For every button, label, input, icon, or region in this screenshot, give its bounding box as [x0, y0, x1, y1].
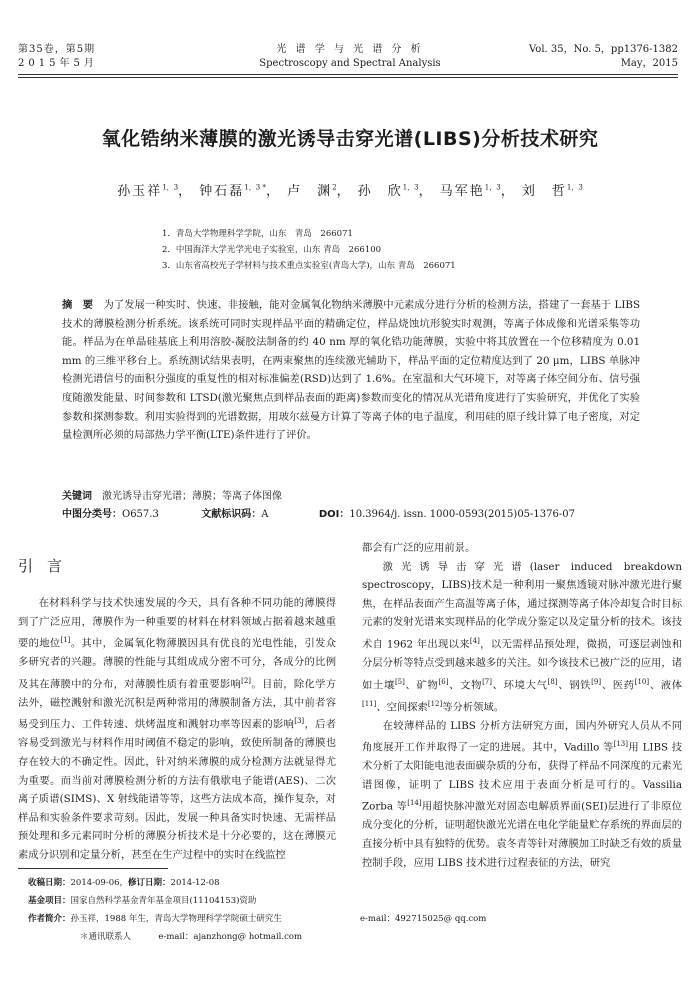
paragraph-text: 。其中，金属氧化物薄膜因具有优良的光电性能，引发众多研究者的兴趣。薄膜的性能与其组成成分密不可分，各成分的比例及其在薄膜中的分布，对薄膜性质有着重要影响 — [18, 637, 337, 691]
doc-code-value: A — [261, 509, 269, 520]
author-affiliation-mark: 2 — [332, 183, 337, 192]
paragraph-text: 、空间探索 — [376, 701, 428, 714]
header-volume-en: Vol. 35，No. 5，pp1376-1382 — [529, 44, 678, 55]
paragraph-text: 、矿物 — [404, 679, 439, 691]
author-name: 钟石磊 — [199, 184, 245, 199]
author-list: 孙玉祥$^{1,3}$， 钟石磊$^{1,3 *}$， 卢 渊$^2$， 孙 欣$^{1,3}$， 马军艳$^{1,3}$， 刘 哲$^{1,3}$ — [117, 183, 583, 199]
received-label: 收稿日期： — [28, 878, 71, 888]
affiliation-1: 1．青岛大学物理科学学院，山东 青岛 266071 — [162, 229, 353, 239]
paragraph-text: 激光诱导击穿光谱(laser induced breakdown spectroscopy，LIBS)技术是一种利用一聚焦透镜对脉冲激光进行聚焦，在样品表面产生高温等离子体，通过探测等离子体冷却复合时目标元素的发射光谱来实现样品的化学成分鉴定以及定量分析的技术。该技术自 1962 年出现以来 — [362, 560, 682, 651]
bio-email: e-mail：492715025@ qq.com — [360, 914, 487, 924]
classification-line — [62, 505, 575, 520]
paragraph-text: 、文物 — [448, 679, 483, 691]
clc-value: O657.3 — [122, 509, 159, 520]
author-name: 刘 哲 — [521, 184, 567, 199]
correspondence-label: ＊通讯联系人 — [80, 932, 132, 942]
fund-label: 基金项目： — [28, 896, 71, 906]
bio-text: 孙玉祥，1988 年生，青岛大学物理科学学院硕士研究生 — [70, 914, 282, 924]
paragraph-text: 、钢铁 — [557, 679, 592, 691]
paragraph-text: 用 LIBS 技术分析了太阳能电池表面碳杂质的分布，获得了样品不同深度的元素光谱图像，证明了 LIBS 技术应用于表面分析是可行的。Vassilia Zorba 等 — [362, 741, 683, 813]
header-date-cn: 2015年5月 — [18, 58, 98, 69]
paragraph-text: ，后者容易受到激光与材料作用时阈值不稳定的影响，致使所制备的薄膜也存在较大的不确定性。因此，针对纳米薄膜的成分检测方法就显得尤为重要。而当前对薄膜检测分析的方法有俄歇电子能谱(AES)、二次离子质谱(SIMS)、X 射线能谱等等，这些方法成本高，操作复杂，对样品和实验条件要求苛刻。因此，发展一种具备实时快速、无需样品预处理和多元素同时分析的薄膜分析技术是十分必要的，这在薄膜元素成分识别和定量分析，甚至在生产过程中的实时在线监控 — [18, 718, 337, 861]
citation: [12] — [427, 699, 443, 708]
citation: [8] — [547, 677, 558, 686]
doc-code-label: 文献标识码： — [201, 509, 262, 520]
citation: [14] — [407, 799, 422, 808]
footnote-fund — [28, 892, 688, 910]
paragraph-text: 、医药 — [601, 679, 635, 691]
header-rule-top — [18, 74, 678, 75]
bio-label: 作者简介： — [28, 914, 71, 924]
abstract — [62, 296, 640, 445]
author-name: 孙 欣 — [357, 184, 403, 199]
author-name: 马军艳 — [439, 184, 485, 199]
paragraph: 都会有广泛的应用前景。 — [362, 542, 476, 554]
paper-title: 氧化锆纳米薄膜的激光诱导击穿光谱(LIBS)分析技术研究 — [101, 128, 599, 150]
paragraph — [362, 558, 682, 717]
paragraph-text: 在较薄样品的 LIBS 分析方法研究方面，国内外研究人员从不同角度展开工作并取得了一定的进展。其中，Vadillo 等 — [362, 719, 682, 754]
citation: [7] — [482, 677, 492, 686]
clc-label: 中图分类号： — [62, 509, 122, 520]
author-name: 卢 渊 — [287, 184, 333, 199]
affiliation-3: 3．山东省高校光子学材料与技术重点实验室(青岛大学)，山东 青岛 266071 — [162, 261, 456, 271]
header-volume-cn: 第35卷，第5期 — [18, 44, 96, 55]
citation: [1] — [60, 636, 71, 645]
citation: [11] — [362, 699, 377, 708]
footnote — [28, 874, 688, 946]
revised-date: 2014-12-08 — [170, 878, 220, 888]
keywords — [62, 487, 282, 502]
header-date-en: May，2015 — [620, 58, 678, 69]
paragraph-text: ，以无需样品预处理，微损，可逐层剥蚀和分层分析等特点受到越来越多的关注。如今该技术已被广泛的应用，诸如土壤 — [362, 638, 682, 691]
paragraph — [362, 717, 682, 873]
doi-value: 10.3964/j. issn. 1000-0593(2015)05-1376-07 — [349, 509, 575, 520]
paragraph-text: 、环境大气 — [492, 679, 548, 691]
footnote-bio — [28, 910, 688, 928]
keywords-text: 激光诱导击穿光谱；薄膜；等离子体图像 — [102, 491, 282, 502]
paragraph-text: 、液体 — [649, 679, 683, 691]
correspondence-email: e-mail：ajanzhong@ hotmail.com — [158, 932, 303, 942]
paragraph-text: 在材料科学与技术快速发展的今天，具有各种不同功能的薄膜得到了广泛应用，薄膜作为一种重要的材料在材料领域占据着越来越重要的地位 — [18, 597, 336, 650]
section-title: 引言 — [18, 557, 77, 575]
header-journal-cn: 光 谱 学 与 光 谱 分 析 — [276, 44, 424, 55]
abstract-text: 为了发展一种实时、快速、非接触，能对金属氧化物纳米薄膜中元素成分进行分析的检测方法，搭建了一套基于 LIBS 技术的薄膜检测分析系统。该系统可同时实现样品平面的精确定位，样品烧蚀坑形貌实时观测，等离子体成像和光谱采集等功能。样品为在单晶硅基底上利用溶胶-凝胶法制备的约 40 nm 厚的氧化锆功能薄膜，实验中将其放置在一个位移精度为 0.01 mm 的三维平移台上。系统测试结果表明，在两束聚焦的连续激光辅助下，样品平面的定位精度达到了 20 μm，LIBS 单脉冲检测光谱信号的面积分强度的重复性的相对标准偏差(RSD)达到了 1.6%。在室温和大气环境下，对等离子体空间分布、信号强度随激发能量、时间参数和 LTSD(激光聚焦点到样品表面的距离)参数而变化的情况从光谱角度进行了实验研究，并优化了实验参数和探测参数。利用实验得到的光谱数据，用玻尔兹曼方计算了等离子体的电子温度，利用硅的原子线计算了电子密度，对定量检测所必须的局部热力学平衡(LTE)条件进行了评价。 — [62, 299, 641, 442]
citation: [9] — [591, 677, 602, 686]
citation: [5] — [394, 677, 405, 686]
fund-text: 国家自然科学基金青年基金项目(11104153)资助 — [70, 896, 257, 906]
citation: [6] — [438, 677, 449, 686]
header-rule-bottom — [18, 77, 678, 78]
paragraph-text: 用超快脉冲激光对固态电解质界面(SEI)层进行了非原位成分变化的分析，证明超快激光光谱在电化学能量贮存系统的界面层的直接分析中具有独特的优势。袁冬青等针对薄膜加工时缺乏有效的质量控制手段，应用 LIBS 技术进行过程表征的方法，研究 — [362, 800, 683, 869]
author-affiliation-mark: 1，3 — [162, 183, 179, 192]
footnote-correspondence — [28, 928, 688, 946]
footnote-dates — [28, 874, 688, 892]
received-date: 2014-09-06， — [70, 878, 129, 888]
citation: [3] — [294, 717, 305, 726]
citation: [10] — [634, 677, 650, 686]
keywords-label: 关键词 — [62, 491, 92, 502]
abstract-label: 摘 要 — [62, 299, 94, 311]
affiliation-2: 2．中国海洋大学光学光电子实验室，山东 青岛 266100 — [162, 245, 382, 255]
author-affiliation-mark: 1，3 — [566, 183, 583, 192]
author-affiliation-mark: 1，3 — [402, 183, 419, 192]
citation: [13] — [613, 740, 628, 749]
author-affiliation-mark: 1，3 — [484, 183, 501, 192]
revised-label: 修订日期： — [128, 878, 171, 888]
citation: [4] — [469, 636, 480, 645]
citation: [2] — [241, 676, 252, 685]
paragraph-text: 等分析领域。 — [442, 701, 505, 714]
intro-left-column — [18, 594, 336, 865]
header-journal-en: Spectroscopy and Spectral Analysis — [259, 58, 441, 69]
author-affiliation-mark: 1，3 * — [244, 183, 266, 192]
footnote-rule — [18, 868, 168, 869]
intro-right-column — [362, 539, 682, 872]
doi-label: DOI： — [318, 509, 350, 520]
author-name: 孙玉祥 — [117, 184, 163, 199]
paragraph-text: 。目前，除化学方法外，磁控溅射和激光沉积是两种常用的薄膜制备方法，其中前者容易受到压力、工件转速、烘烤温度和溅射功率等因素的影响 — [18, 678, 337, 731]
